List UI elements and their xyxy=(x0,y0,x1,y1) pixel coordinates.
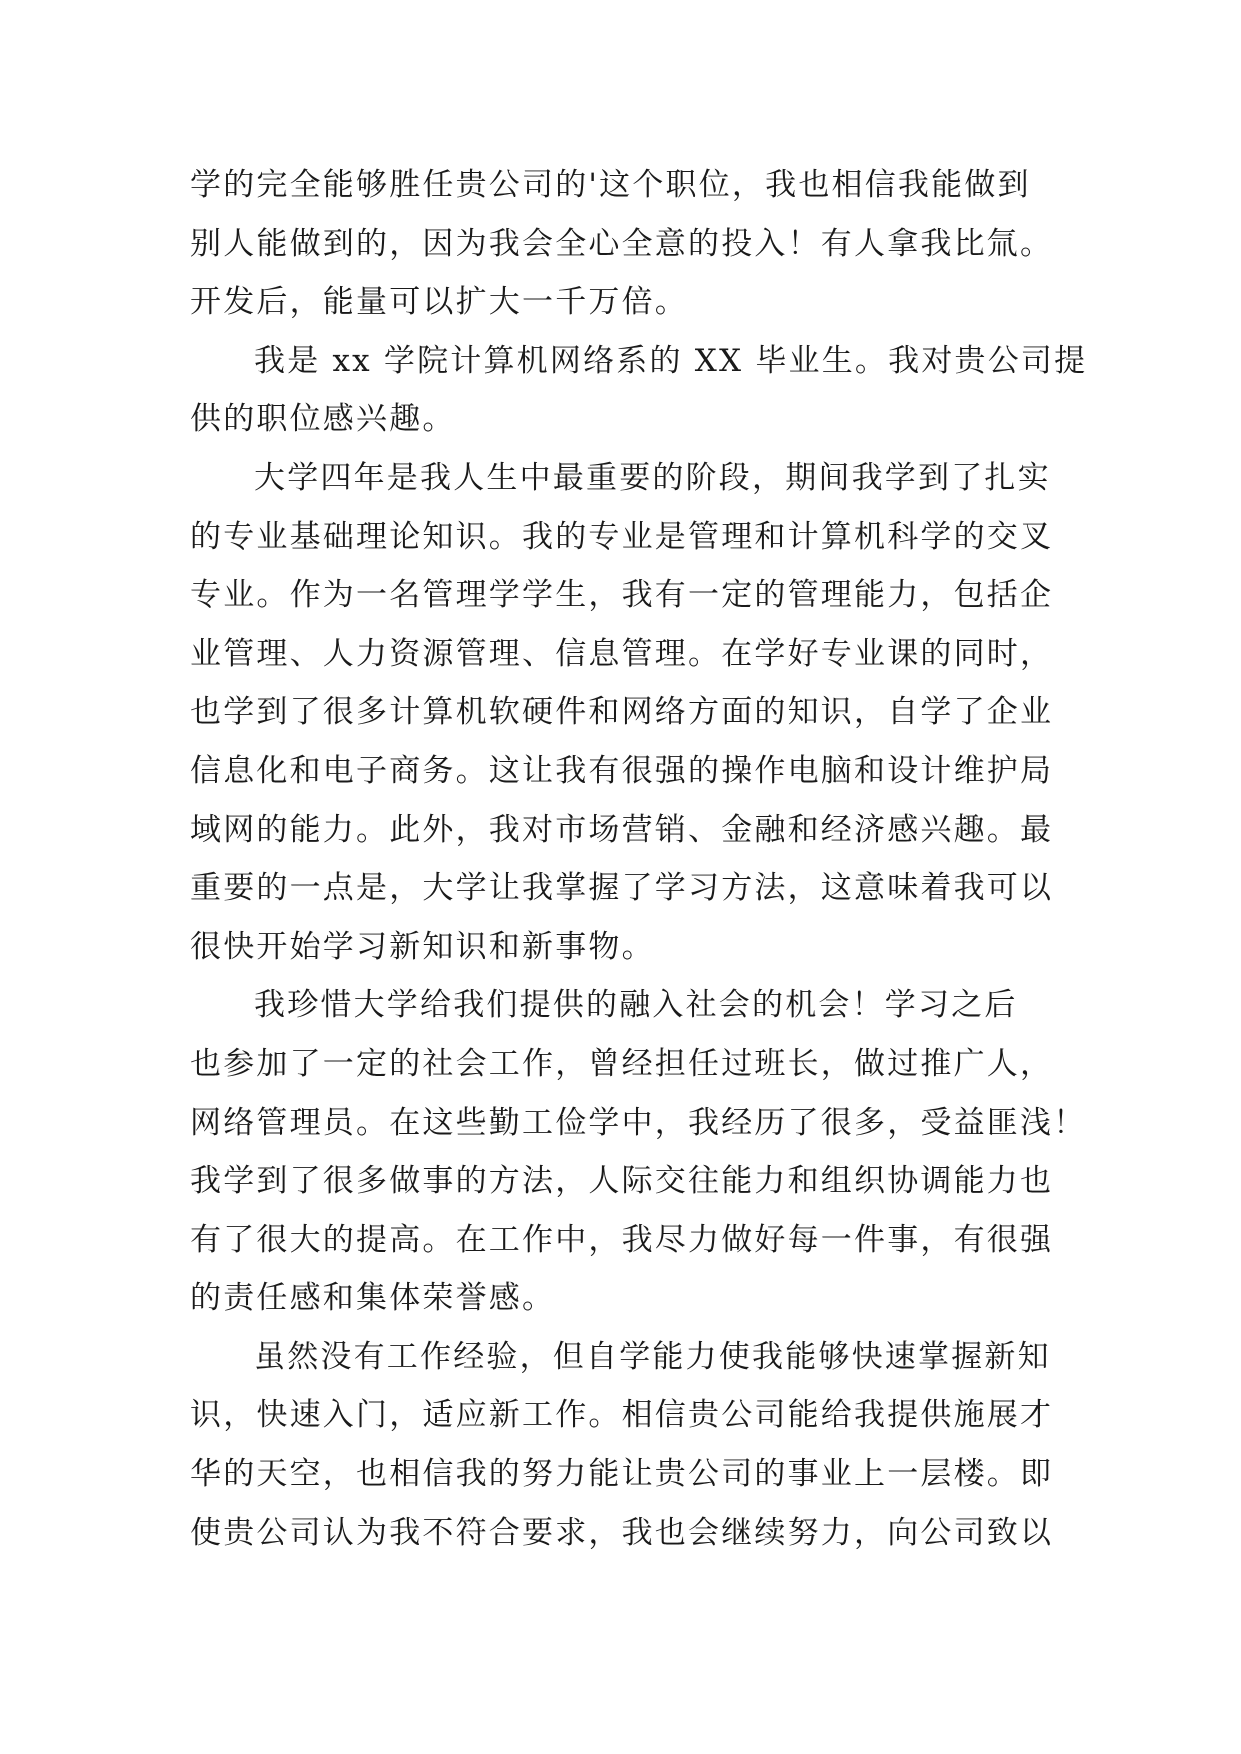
text-line: 网络管理员。在这些勤工俭学中，我经历了很多，受益匪浅！ xyxy=(190,1104,1087,1141)
paragraph-start-line: 我是 xx 学院计算机网络系的 XX 毕业生。我对贵公司提 xyxy=(254,342,1088,379)
text-line: 的责任感和集体荣誉感。 xyxy=(190,1280,556,1317)
text-line: 开发后，能量可以扩大一千万倍。 xyxy=(190,284,688,321)
text-line: 的专业基础理论知识。我的专业是管理和计算机科学的交叉 xyxy=(190,518,1054,555)
text-line: 别人能做到的，因为我会全心全意的投入！有人拿我比氚。 xyxy=(190,225,1054,262)
text-line: 域网的能力。此外，我对市场营销、金融和经济感兴趣。最 xyxy=(190,811,1054,848)
text-line: 专业。作为一名管理学学生，我有一定的管理能力，包括企 xyxy=(190,577,1054,614)
document-body xyxy=(190,156,1088,1562)
text-line: 很快开始学习新知识和新事物。 xyxy=(190,928,655,965)
text-line: 也参加了一定的社会工作，曾经担任过班长，做过推广人， xyxy=(190,1045,1054,1082)
text-line: 有了很大的提高。在工作中，我尽力做好每一件事，有很强 xyxy=(190,1221,1054,1258)
paragraph-start-line: 大学四年是我人生中最重要的阶段，期间我学到了扎实 xyxy=(254,459,1051,496)
paragraph-start-line: 虽然没有工作经验，但自学能力使我能够快速掌握新知 xyxy=(254,1338,1051,1375)
text-line: 供的职位感兴趣。 xyxy=(190,401,456,438)
text-line: 识，快速入门，适应新工作。相信贵公司能给我提供施展才 xyxy=(190,1397,1054,1434)
text-line: 学的完全能够胜任贵公司的'这个职位，我也相信我能做到 xyxy=(190,167,1031,203)
text-line: 华的天空，也相信我的努力能让贵公司的事业上一层楼。即 xyxy=(190,1456,1054,1493)
text-line: 也学到了很多计算机软硬件和网络方面的知识，自学了企业 xyxy=(190,694,1054,731)
text-line: 信息化和电子商务。这让我有很强的操作电脑和设计维护局 xyxy=(190,752,1054,789)
text-line: 业管理、人力资源管理、信息管理。在学好专业课的同时， xyxy=(190,635,1054,672)
text-line: 重要的一点是，大学让我掌握了学习方法，这意味着我可以 xyxy=(190,870,1054,907)
text-line: 使贵公司认为我不符合要求，我也会继续努力，向公司致以 xyxy=(190,1514,1054,1551)
paragraph-start-line: 我珍惜大学给我们提供的融入社会的机会！学习之后 xyxy=(254,987,1018,1024)
text-line: 我学到了很多做事的方法，人际交往能力和组织协调能力也 xyxy=(190,1163,1054,1200)
